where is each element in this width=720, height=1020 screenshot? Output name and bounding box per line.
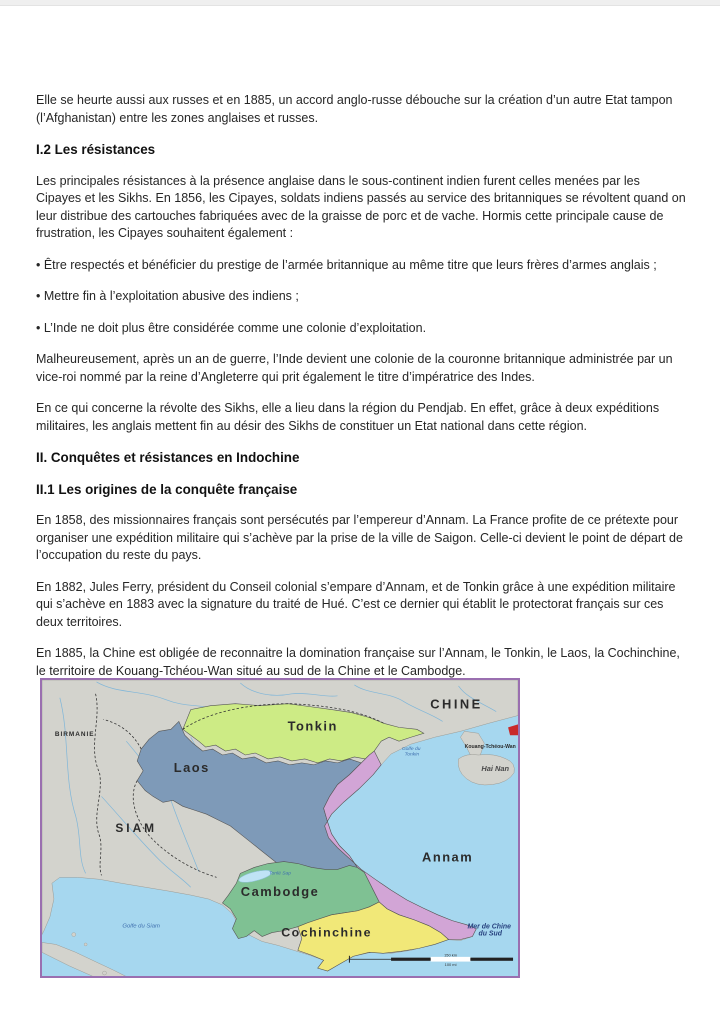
label-siam: SIAM	[115, 820, 158, 835]
paragraph: En ce qui concerne la révolte des Sikhs, elle a lieu dans la région du Pendjab. En effet, grâce à deux expéditions militaires, les anglais mettent fin au désir des Sikhs de constituer un Etat national dans cette région.	[36, 401, 660, 433]
small-island	[84, 943, 87, 946]
indochina-map	[40, 678, 520, 978]
paragraph: En 1858, des missionnaires français sont persécutés par l’empereur d’Annam. La France profite de ce prétexte pour organiser une expédition militaire qui s’achève par la prise de la ville de Saigon. Celle-ci devient le point de départ de l’occupation du reste du pays.	[36, 513, 683, 562]
heading-origines: II.1 Les origines de la conquête française	[36, 481, 298, 497]
paragraph: Les principales résistances à la présence anglaise dans le sous-continent indien furent celles menées par les Cipayes et les Sikhs. En 1856, les Cipayes, soldats indiens passés au service des britanniques se révoltent quand on leur distribue des cartouches fabriquées avec de la graisse de porc et de vache. Hormis cette principale cause de frustration, les Cipayes souhaitent également :	[36, 173, 686, 240]
label-golfe-tonkin: Golfe du Tonkin	[401, 747, 421, 758]
small-island	[72, 933, 76, 937]
label-mer-de-chine: Mer de Chine du Sud	[467, 923, 512, 938]
paragraph: En 1885, la Chine est obligée de reconnaitre la domination française sur l’Annam, le Tonkin, le Laos, la Cochinchine, le territoire de Kouang-Tchéou-Wan situé au sud de la Chine et le Cambodge.	[36, 646, 680, 678]
paragraph: Elle se heurte aussi aux russes et en 1885, un accord anglo-russe débouche sur la création d’un autre Etat tampon (l’Afghanistan) entre les zones anglaises et russes.	[36, 93, 673, 125]
heading-indochine: II. Conquêtes et résistances en Indochine	[36, 450, 300, 465]
label-hai-nan: Hai Nan	[481, 763, 510, 773]
label-tonle-sap: Tonlé Sap	[268, 871, 292, 877]
bullet-item: • Mettre fin à l’exploitation abusive des indiens ;	[36, 289, 299, 303]
paragraph: Malheureusement, après un an de guerre, l’Inde devient une colonie de la couronne britannique administrée par un vice-roi nommé par la reine d’Angleterre qui prit également le titre d’impératrice des Indes.	[36, 352, 673, 384]
scale-bottom-label: 100 mi	[444, 962, 457, 968]
indochina-map-svg	[42, 680, 518, 976]
label-cochinchine: Cochinchine	[281, 925, 372, 940]
label-kouang-tcheou-wan: Kouang-Tchéou-Wan	[464, 744, 516, 751]
label-tonkin: Tonkin	[287, 718, 338, 734]
small-island	[102, 971, 106, 975]
label-cambodge: Cambodge	[240, 884, 320, 900]
paragraph: En 1882, Jules Ferry, président du Conseil colonial s’empare d’Annam, et de Tonkin grâce à une expédition militaire qui s’achève en 1883 avec la signature du traité de Hué. C’est ce dernier qui établit le protectorat français sur ces deux territoires.	[36, 579, 676, 629]
label-birmanie: BIRMANIE	[54, 731, 95, 739]
page-top-band	[0, 0, 720, 6]
bullet-item: • L’Inde ne doit plus être considérée comme une colonie d’exploitation.	[36, 320, 427, 335]
label-chine: CHINE	[430, 696, 483, 712]
label-golfe-siam: Golfe du Siam	[122, 923, 160, 930]
label-annam: Annam	[422, 849, 474, 865]
bullet-item: • Être respectés et bénéficier du prestige de l’armée britannique au même titre que leurs frères d’armes anglais ;	[36, 257, 657, 272]
label-laos: Laos	[173, 759, 210, 775]
heading-resistances: I.2 Les résistances	[36, 142, 156, 157]
document-body	[36, 92, 688, 694]
scale-top-label: 150 km	[444, 952, 458, 958]
